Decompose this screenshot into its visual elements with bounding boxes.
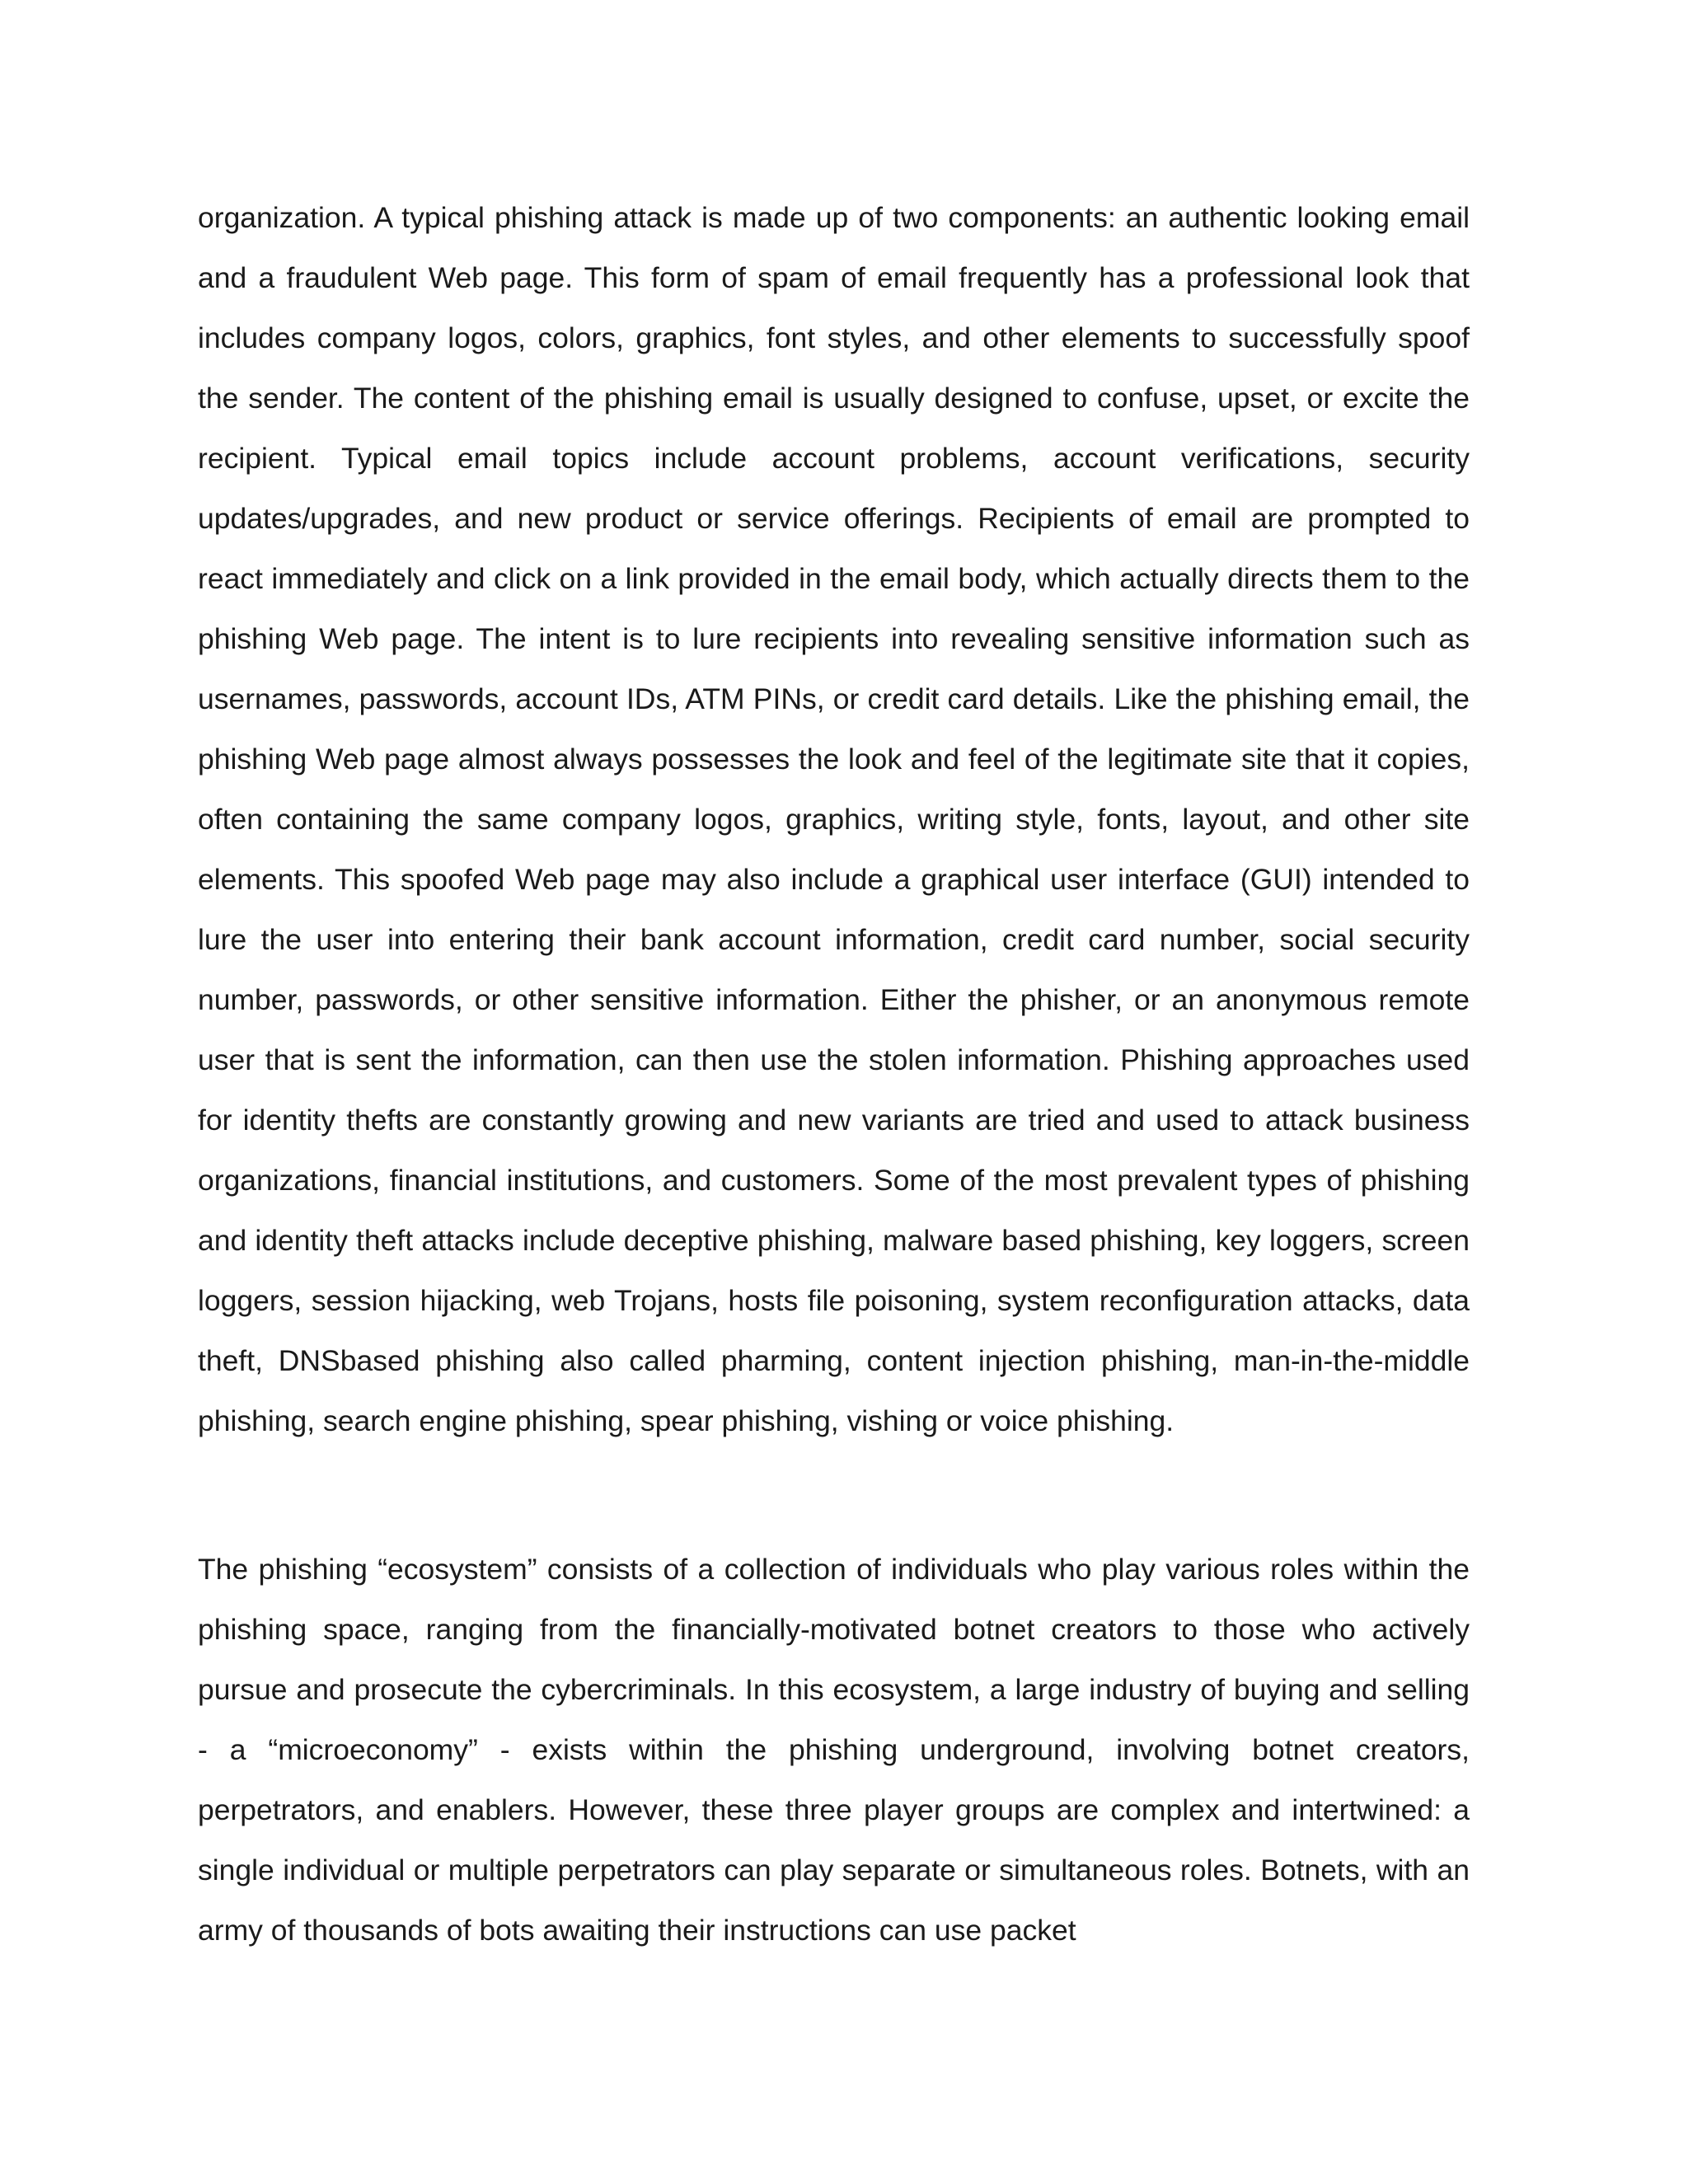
- body-paragraph: The phishing “ecosystem” consists of a collection of individuals who play various roles within the phishing space, ranging from the financially-motivated botnet creators to those who actively pursue and prosecute the cybercriminals. In this ecosystem, a large industry of buying and selling - a “microeconomy” - exists within the phishing underground, involving botnet creators, perpetrators, and enablers. However, these three player groups are complex and intertwined: a single individual or multiple perpetrators can play separate or simultaneous roles. Botnets, with an army of thousands of bots awaiting their instructions can use packet: [198, 1553, 1470, 1947]
- body-paragraph: organization. A typical phishing attack is made up of two components: an authentic looking email and a fraudulent Web page. This form of spam of email frequently has a professional look that includes company logos, colors, graphics, font styles, and other elements to successfully spoof the sender. The content of the phishing email is usually designed to confuse, upset, or excite the recipient. Typical email topics include account problems, account verifications, security updates/upgrades, and new product or service offerings. Recipients of email are prompted to react immediately and click on a link provided in the email body, which actually directs them to the phishing Web page. The intent is to lure recipients into revealing sensitive information such as usernames, passwords, account IDs, ATM PINs, or credit card details. Like the phishing email, the phishing Web page almost always possesses the look and feel of the legitimate site that it copies, often containing the same company logos, graphics, writing style, fonts, layout, and other site elements. This spoofed Web page may also include a graphical user interface (GUI) intended to lure the user into entering their bank account information, credit card number, social security number, passwords, or other sensitive information. Either the phisher, or an anonymous remote user that is sent the information, can then use the stolen information. Phishing approaches used for identity thefts are constantly growing and new variants are tried and used to attack business organizations, financial institutions, and customers. Some of the most prevalent types of phishing and identity theft attacks include deceptive phishing, malware based phishing, key loggers, screen loggers, session hijacking, web Trojans, hosts file poisoning, system reconfiguration attacks, data theft, DNSbased phishing also called pharming, content injection phishing, man-in-the-middle phishing, search engine phishing, spear phishing, vishing or voice phishing.: [198, 201, 1470, 1437]
